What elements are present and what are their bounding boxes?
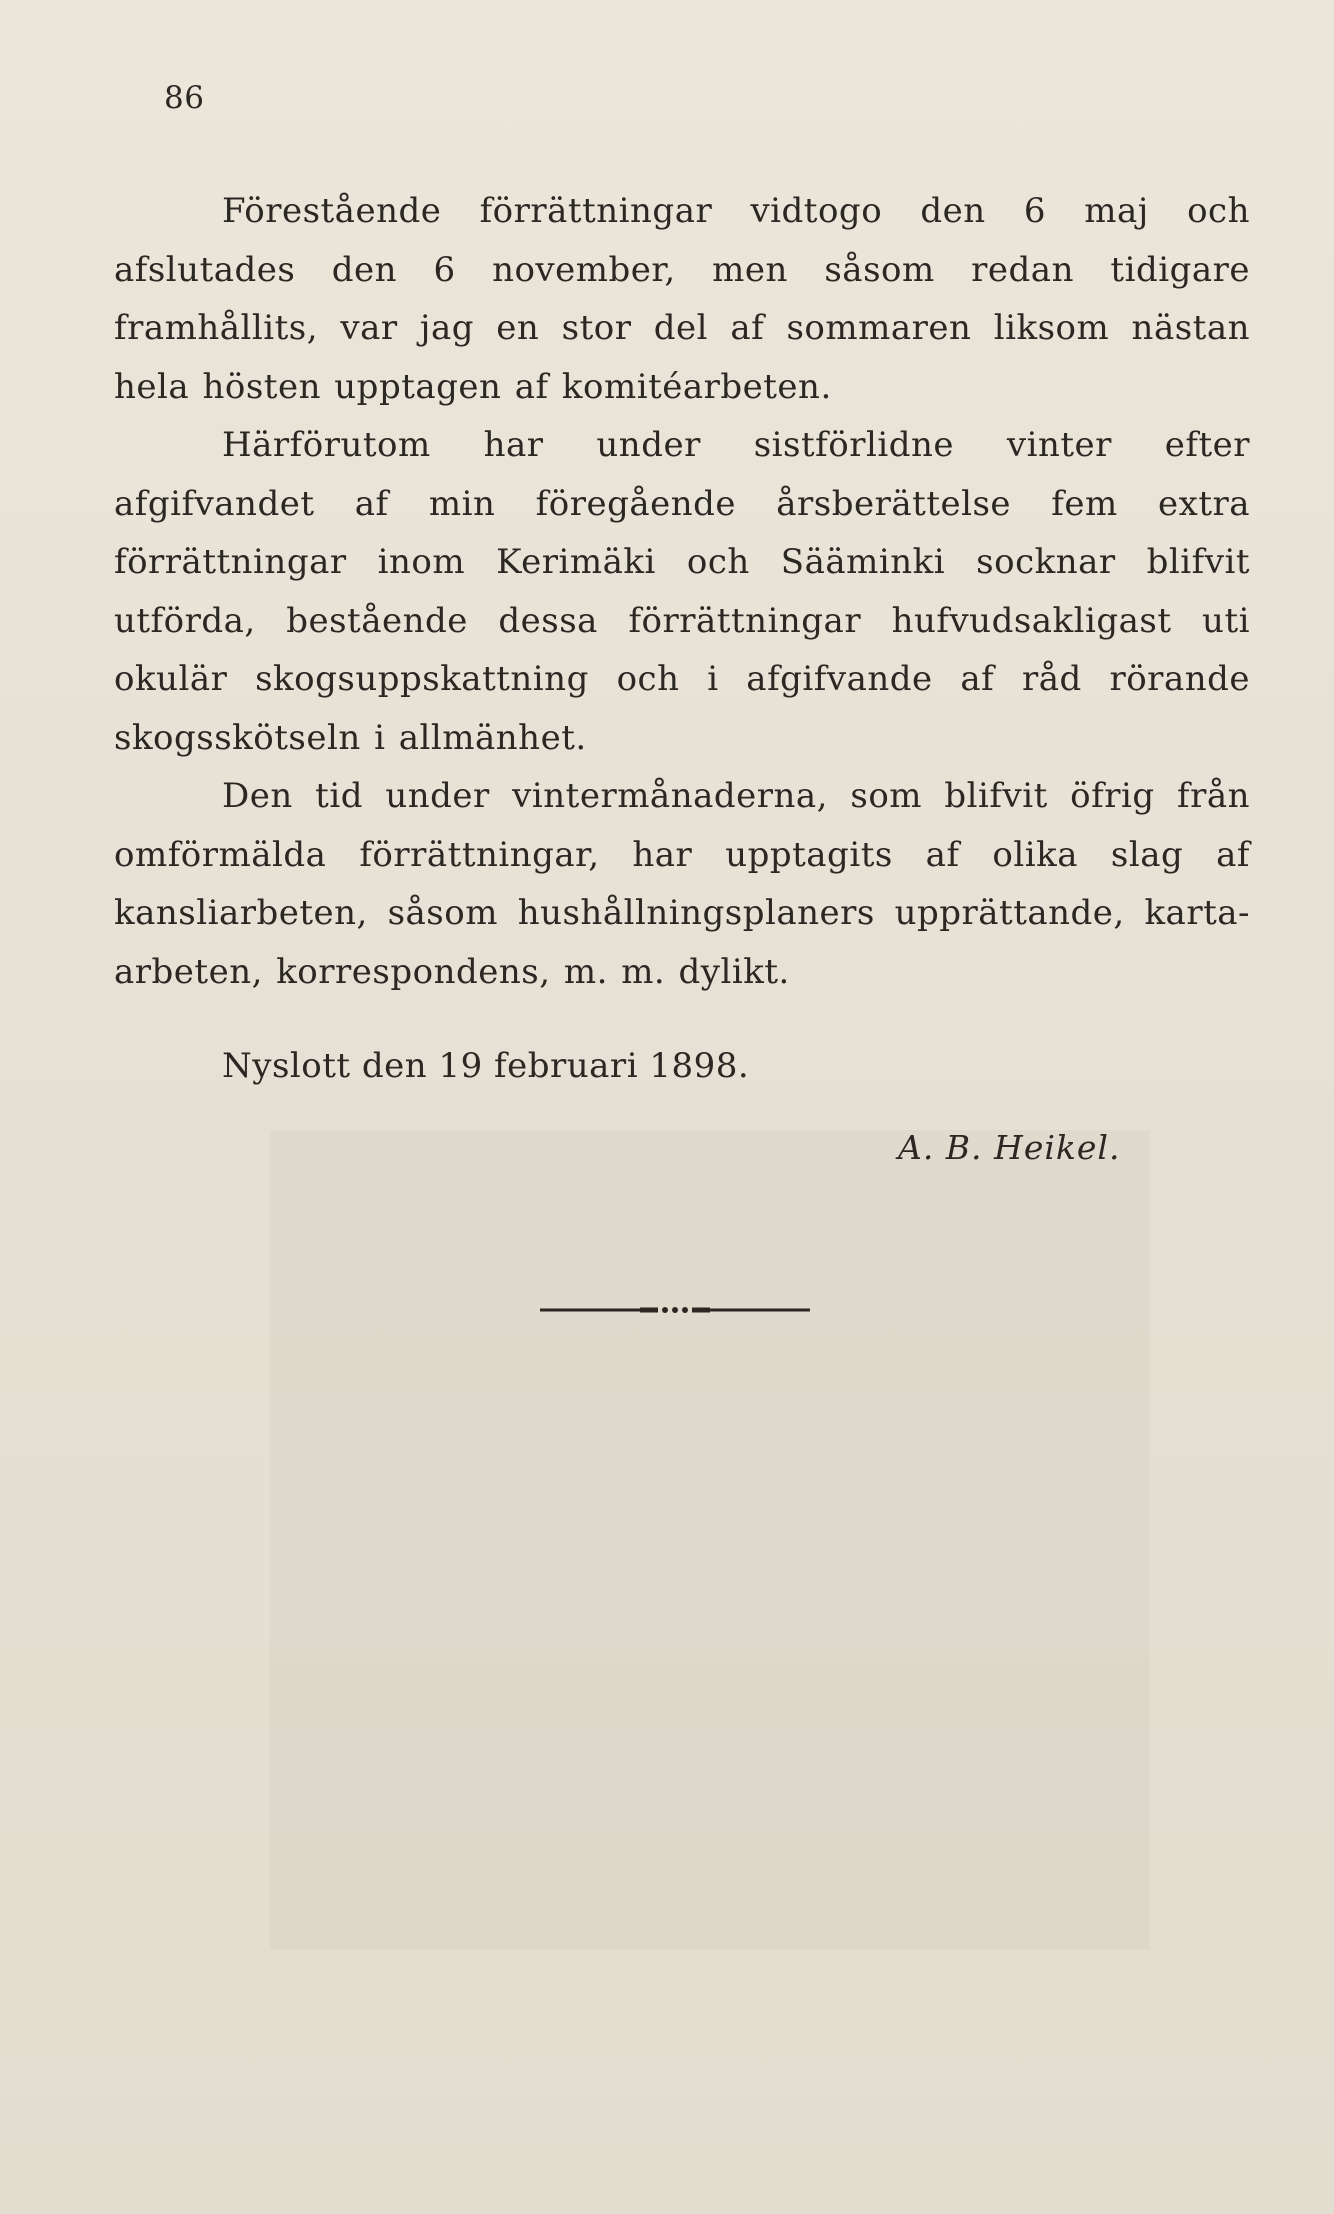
page-number: 86 [164,80,205,116]
paragraph-3: Den tid under vintermånaderna, som blifvit öfrig från omförmälda förrättningar, har upptagits af olika slag af kansliarbeten, såsom hushållningsplaners upprättande, karta-arbeten, korrespondens, m. m. dylikt. [114,776,1250,992]
body-text [114,182,1250,1001]
ornament-divider [540,1300,810,1320]
paragraph-1: Förestående förrättningar vidtogo den 6 maj och afslutades den 6 november, men såsom redan tidigare framhållits, var jag en stor del af sommaren liksom nästan hela hösten upptagen af komitéarbeten. [114,191,1250,407]
place-date-line: Nyslott den 19 februari 1898. [222,1046,750,1086]
paragraph-2: Härförutom har under sistförlidne vinter efter afgifvandet af min föregående årsberättelse fem extra förrättningar inom Kerimäki och Sääminki socknar blifvit utförda, bestående dessa förrättningar hufvudsakligast uti okulär skogsuppskattning och i afgifvande af råd rörande skogsskötseln i allmänhet. [114,425,1250,758]
show-through-block [270,1130,1150,1950]
signature: A. B. Heikel. [898,1128,1121,1167]
